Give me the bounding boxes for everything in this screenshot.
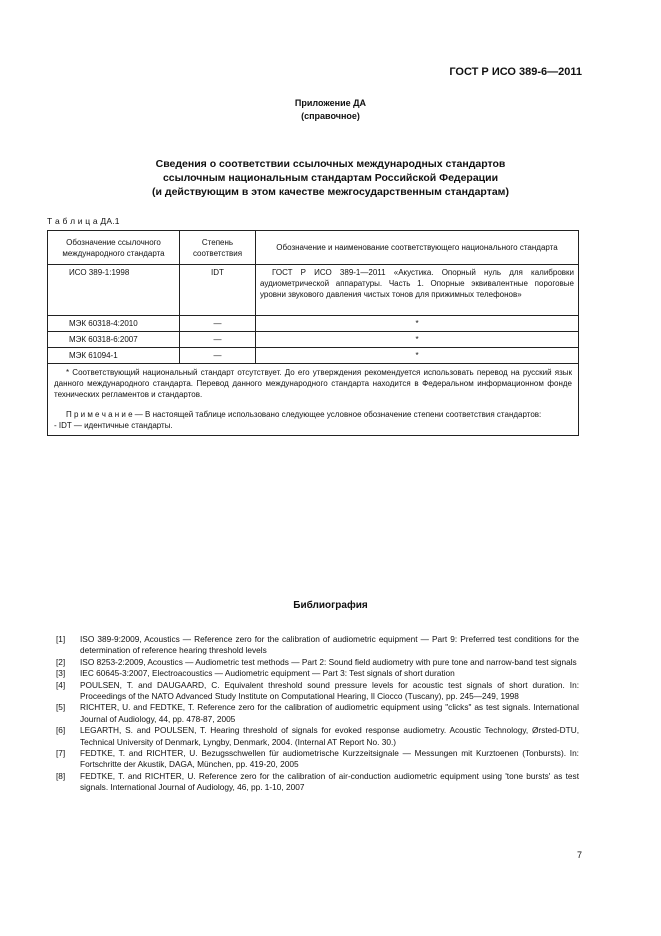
bibliography-title: Библиография xyxy=(293,600,368,611)
heading-line-2: ссылочным национальным стандартам Российской Федерации xyxy=(162,172,499,184)
bibliography-item-text: POULSEN, T. and DAUGAARD, C. Equivalent threshold sound pressure levels for acoustic test signals of short duration. In: Proceedings of the NATO Advanced Study Institute on Computational Hearing, Il Ciocco (Tuscany), pp. 245—249, 1998 xyxy=(80,679,579,702)
cell-degree: IDT xyxy=(180,265,256,316)
bibliography-item-number: [6] xyxy=(56,725,66,736)
cell-national: * xyxy=(256,332,579,348)
annex-title-block xyxy=(0,97,661,123)
cell-national: ГОСТ Р ИСО 389-1—2011 «Акустика. Опорный нуль для калибровки аудиометрической аппаратуры. Часть 1. Опорные эквивалентные пороговые уровни звукового давления чистых тонов для прижимных телефонов» xyxy=(256,265,579,316)
bibliography-item-text: FEDTKE, T. and RICHTER, U. Bezugsschwellen für audiometrische Kurzzeitsignale — Messungen mit Kurztoenen (Tonbursts). In: Fortschritte der Akustik, DAGA, München, pp. 419-20, 2005 xyxy=(80,748,579,770)
bibliography-item xyxy=(56,702,579,725)
bibliography-item xyxy=(56,748,579,771)
table-row xyxy=(48,265,579,316)
bibliography-item-text: LEGARTH, S. and POULSEN, T. Hearing threshold of signals for evoked response audiometry. Acoustic Technology, Ørsted-DTU, Technical University of Denmark, Lyngby, Denmark, 2004. (Internal AT Report No. 30.) xyxy=(80,725,579,747)
bibliography-item-number: [4] xyxy=(56,679,66,690)
document-header-standard-id: ГОСТ Р ИСО 389-6—2011 xyxy=(449,66,582,78)
bibliography-item-text: ISO 389-9:2009, Acoustics — Reference zero for the calibration of audiometric equipment — Part 9: Preferred test conditions for the determination of reference hearing threshold levels xyxy=(80,634,579,656)
bibliography-item-text: ISO 8253-2:2009, Acoustics — Audiometric test methods — Part 2: Sound field audiometry with pure tone and narrow-band test signals xyxy=(80,656,577,667)
section-heading xyxy=(0,157,661,199)
column-header-reference: Обозначение ссылочного международного стандарта xyxy=(48,231,180,265)
bibliography-item xyxy=(56,680,579,703)
bibliography-item-number: [3] xyxy=(56,668,66,679)
heading-line-1: Сведения о соответствии ссылочных международных стандартов xyxy=(155,158,506,170)
bibliography-item-number: [5] xyxy=(56,702,66,713)
bibliography-item xyxy=(56,634,579,657)
heading-line-3: (и действующим в этом качестве межгосударственным стандартам) xyxy=(152,186,509,198)
column-header-degree: Степень соответствия xyxy=(180,231,256,265)
bibliography-item-number: [2] xyxy=(56,656,66,667)
bibliography-item xyxy=(56,771,579,794)
bibliography-item-number: [8] xyxy=(56,770,66,781)
column-header-national: Обозначение и наименование соответствующего национального стандарта xyxy=(256,231,579,265)
table-notes-row xyxy=(48,364,579,436)
table-note-item: - IDT — идентичные стандарты. xyxy=(54,421,173,430)
annex-subtitle: (справочное) xyxy=(301,111,360,121)
correspondence-table xyxy=(47,230,579,436)
cell-national: * xyxy=(256,348,579,364)
bibliography-item xyxy=(56,657,579,668)
page-number: 7 xyxy=(576,850,582,860)
table-caption: Т а б л и ц а ДА.1 xyxy=(47,216,120,226)
bibliography-list xyxy=(56,634,579,794)
bibliography-item-number: [7] xyxy=(56,748,66,759)
cell-reference: МЭК 61094-1 xyxy=(48,348,180,364)
bibliography-item-number: [1] xyxy=(56,634,66,644)
cell-degree: — xyxy=(180,316,256,332)
table-row xyxy=(48,316,579,332)
cell-reference: МЭК 60318-4:2010 xyxy=(48,316,180,332)
table-row xyxy=(48,332,579,348)
table-row xyxy=(48,348,579,364)
table-footnote: * Соответствующий национальный стандарт отсутствует. До его утверждения рекомендуется использовать перевод на русский язык данного международного стандарта. Перевод данного международного стандарта находится в Федеральном информационном фонде технических регламентов и стандартов. xyxy=(54,368,572,399)
annex-title: Приложение ДА xyxy=(294,98,367,108)
bibliography-item-text: FEDTKE, T. and RICHTER, U. Reference zero for the calibration of air-conduction audiometric equipment using 'tone bursts' as test signals. International Journal of Audiology, 46, pp. 1-10, 2007 xyxy=(80,770,579,793)
cell-reference: МЭК 60318-6:2007 xyxy=(48,332,180,348)
bibliography-item xyxy=(56,668,579,679)
bibliography-item-text: IEC 60645-3:2007, Electroacoustics — Audiometric equipment — Part 3: Test signals of short duration xyxy=(80,668,455,679)
table-notes xyxy=(48,364,579,436)
cell-national: * xyxy=(256,316,579,332)
cell-reference: ИСО 389-1:1998 xyxy=(48,265,180,316)
cell-degree: — xyxy=(180,348,256,364)
bibliography-item xyxy=(56,725,579,748)
bibliography-item-text: RICHTER, U. and FEDTKE, T. Reference zero for the calibration of audiometric equipment using "clicks" as test signals. International Journal of Audiology, 44, pp. 478-87, 2005 xyxy=(80,702,579,724)
table-header-row xyxy=(48,231,579,265)
table-note: П р и м е ч а н и е — В настоящей таблице использовано следующее условное обозначение степени соответствия стандартов: xyxy=(66,410,542,419)
cell-degree: — xyxy=(180,332,256,348)
